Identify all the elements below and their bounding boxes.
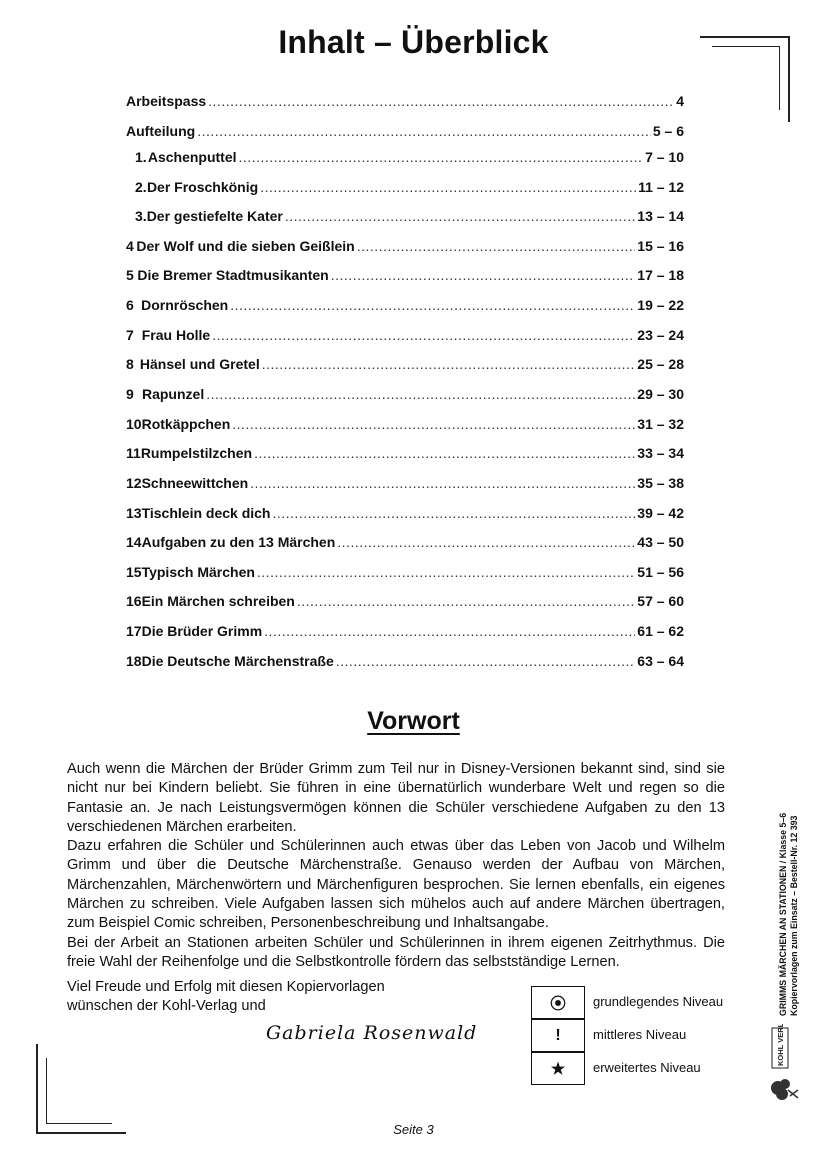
toc-dot-leader xyxy=(232,416,635,432)
toc-dot-leader xyxy=(250,475,635,491)
toc-entry-number: 16 xyxy=(126,593,142,609)
toc-dot-leader xyxy=(264,623,635,639)
publisher-logo-icon xyxy=(768,1024,802,1104)
toc-entry xyxy=(126,593,684,613)
toc-entry-label: Typisch Märchen xyxy=(141,564,255,580)
toc-entry-label: Rapunzel xyxy=(141,386,205,402)
toc-dot-leader xyxy=(206,386,635,402)
toc-entry-pages: 19 – 22 xyxy=(637,297,684,313)
logo-text: KOHL VERLAG xyxy=(776,1024,785,1066)
toc-entry-pages: 5 – 6 xyxy=(652,123,684,139)
toc-entry-number: 14 xyxy=(126,534,142,550)
toc-entry xyxy=(126,564,684,584)
toc-entry-pages: 33 – 34 xyxy=(637,445,684,461)
closing-line: wünschen der Kohl-Verlag und xyxy=(67,998,266,1015)
page-title: Inhalt – Überblick xyxy=(278,24,549,60)
toc-entry-label: Rumpelstilzchen xyxy=(140,445,253,461)
toc-entry-pages: 23 – 24 xyxy=(637,327,684,343)
toc-entry-label: Ein Märchen schreiben xyxy=(141,593,295,609)
toc-entry xyxy=(126,149,684,169)
author-signature: Gabriela Rosenwald xyxy=(266,1022,478,1044)
toc-dot-leader xyxy=(336,653,636,669)
toc-entry-pages: 51 – 56 xyxy=(637,564,684,580)
toc-entry-label: Der Froschkönig xyxy=(146,179,259,195)
toc-entry xyxy=(126,327,684,347)
toc-entry-number: 18 xyxy=(126,653,142,669)
toc-entry-number: 3. xyxy=(135,208,147,224)
toc-dot-leader xyxy=(331,267,636,283)
vorwort-paragraph: Dazu erfahren die Schüler und Schülerinnen auch etwas über das Leben von Jacob und Wilhelm Grimm und über die Deutsche Märchenstraße. Genauso werden der Aufbau von Märchen, Märchenzahlen, Märchenwörtern und Märchenfiguren besprochen. Sie lernen ebenfalls, ein eigenes Märchen zu schreiben. Viele Aufgaben lassen sich mühelos auch auf andere Märchen übertragen, zum Beispiel Comic schreiben, Personenbeschreibung und Inhaltsangabe. xyxy=(67,838,725,932)
closing-line: Viel Freude und Erfolg mit diesen Kopiervorlagen xyxy=(67,979,385,995)
toc-entry-label: Die Bremer Stadtmusikanten xyxy=(137,267,329,283)
toc-entry xyxy=(126,416,684,436)
toc-entry xyxy=(126,653,684,673)
page-number: Seite 3 xyxy=(393,1122,434,1137)
exclamation-icon: ! xyxy=(531,1019,585,1052)
toc-entry xyxy=(126,534,684,554)
star-icon: ★ xyxy=(531,1052,585,1085)
toc-dot-leader xyxy=(212,327,635,343)
kohl-verlag-logo xyxy=(768,1024,802,1104)
toc-entry-label: Hänsel und Gretel xyxy=(139,356,260,372)
toc-entry-label: Arbeitspass xyxy=(126,93,207,109)
toc-dot-leader xyxy=(337,534,635,550)
toc-entry-label: Frau Holle xyxy=(141,327,211,343)
vorwort-paragraph: Bei der Arbeit an Stationen arbeiten Schüler und Schülerinnen in ihrem eigenen Zeitrhythmus. Die freie Wahl der Reihenfolge und die Selbstkontrolle fördern das selbstständige Lernen. xyxy=(67,934,725,970)
toc-entry xyxy=(126,179,684,199)
toc-entry xyxy=(126,386,684,406)
toc-dot-leader xyxy=(285,208,635,224)
toc-dot-leader xyxy=(230,297,635,313)
series-order-number: Kopiervorlagen zum Einsatz – Bestell-Nr. 12 393 xyxy=(789,815,799,1016)
toc-dot-leader xyxy=(272,505,635,521)
legend-label: mittleres Niveau xyxy=(593,1027,687,1042)
toc-entry xyxy=(126,208,684,228)
toc-entry-pages: 29 – 30 xyxy=(637,386,684,402)
toc-entry xyxy=(126,505,684,525)
toc-entry xyxy=(126,356,684,376)
toc-entry xyxy=(126,123,684,143)
toc-entry-number: 1. xyxy=(135,149,147,165)
toc-entry-number: 9 xyxy=(126,386,134,402)
closing-text xyxy=(67,978,507,1017)
toc-entry xyxy=(126,623,684,643)
target-icon: ⦿ xyxy=(531,986,585,1019)
toc-entry-number: 15 xyxy=(126,564,142,580)
legend-label: erweitertes Niveau xyxy=(593,1060,701,1075)
toc-dot-leader xyxy=(297,593,635,609)
toc-entry-label: Dornröschen xyxy=(141,297,229,313)
corner-frame-bottom-left xyxy=(36,1044,38,1134)
toc-entry xyxy=(126,238,684,258)
toc-entry-label: Die Brüder Grimm xyxy=(141,623,263,639)
toc-entry-number: 17 xyxy=(126,623,142,639)
toc-entry-pages: 61 – 62 xyxy=(637,623,684,639)
toc-dot-leader xyxy=(254,445,635,461)
vorwort-paragraph: Auch wenn die Märchen der Brüder Grimm zum Teil nur in Disney-Versionen bekannt sind, sind sie nicht nur bei Kindern beliebt. Sie führen in eine übernatürlich wunderbare Welt und regen so die Fantasie an. Je nach Leistungsvermögen können die Schüler verschiedene Aufgaben zu den 13 verschiedenen Märchen erarbeiten. xyxy=(67,761,725,835)
toc-dot-leader xyxy=(262,356,636,372)
toc-entry-pages: 11 – 12 xyxy=(638,179,684,195)
toc-entry-label: Aufteilung xyxy=(126,123,196,139)
toc-entry-number: 4 xyxy=(126,238,134,254)
corner-frame-bottom-left xyxy=(46,1058,47,1124)
toc-entry-number: 10 xyxy=(126,416,142,432)
toc-entry-pages: 39 – 42 xyxy=(637,505,684,521)
toc-dot-leader xyxy=(197,123,651,139)
toc-entry-number: 12 xyxy=(126,475,142,491)
series-info-vertical xyxy=(778,756,800,1016)
toc-entry-pages: 63 – 64 xyxy=(637,653,684,669)
toc-dot-leader xyxy=(257,564,635,580)
legend-label: grundlegendes Niveau xyxy=(593,994,724,1009)
toc-entry-label: Tischlein deck dich xyxy=(141,505,271,521)
toc-entry xyxy=(126,475,684,495)
toc-entry-pages: 7 – 10 xyxy=(645,149,684,165)
toc-entry-pages: 15 – 16 xyxy=(637,238,684,254)
vorwort-heading: Vorwort xyxy=(367,707,460,735)
toc-entry-number: 5 xyxy=(126,267,134,283)
series-title: GRIMMS MÄRCHEN AN STATIONEN / Klasse 5–6 xyxy=(778,812,788,1016)
toc-entry-pages: 35 – 38 xyxy=(637,475,684,491)
toc-entry-pages: 17 – 18 xyxy=(637,267,684,283)
toc-dot-leader xyxy=(357,238,636,254)
toc-entry-pages: 57 – 60 xyxy=(637,593,684,609)
toc-entry-number: 8 xyxy=(126,356,134,372)
toc-entry-pages: 25 – 28 xyxy=(637,356,684,372)
toc-entry-label: Aufgaben zu den 13 Märchen xyxy=(141,534,336,550)
toc-entry-number: 7 xyxy=(126,327,134,343)
toc-entry-number: 6 xyxy=(126,297,134,313)
toc-entry-number: 11 xyxy=(126,445,141,461)
toc-entry-pages: 4 xyxy=(676,93,684,109)
toc-entry-pages: 13 – 14 xyxy=(637,208,684,224)
toc-entry-label: Aschenputtel xyxy=(147,149,237,165)
toc-entry-number: 13 xyxy=(126,505,142,521)
toc-entry-label: Rotkäppchen xyxy=(141,416,231,432)
vorwort-text xyxy=(67,760,725,972)
toc-entry-label: Die Deutsche Märchenstraße xyxy=(141,653,334,669)
toc-entry xyxy=(126,297,684,317)
toc-entry xyxy=(126,267,684,287)
toc-entry xyxy=(126,445,684,465)
toc-dot-leader xyxy=(260,179,636,195)
toc-entry-label: Der gestiefelte Kater xyxy=(146,208,283,224)
toc-entry-label: Schneewittchen xyxy=(141,475,249,491)
toc-entry-pages: 31 – 32 xyxy=(637,416,684,432)
toc-entry xyxy=(126,93,684,113)
toc-dot-leader xyxy=(208,93,674,109)
toc-entry-number: 2. xyxy=(135,179,147,195)
toc-dot-leader xyxy=(239,149,644,165)
toc-entry-label: Der Wolf und die sieben Geißlein xyxy=(136,238,355,254)
toc-entry-pages: 43 – 50 xyxy=(637,534,684,550)
